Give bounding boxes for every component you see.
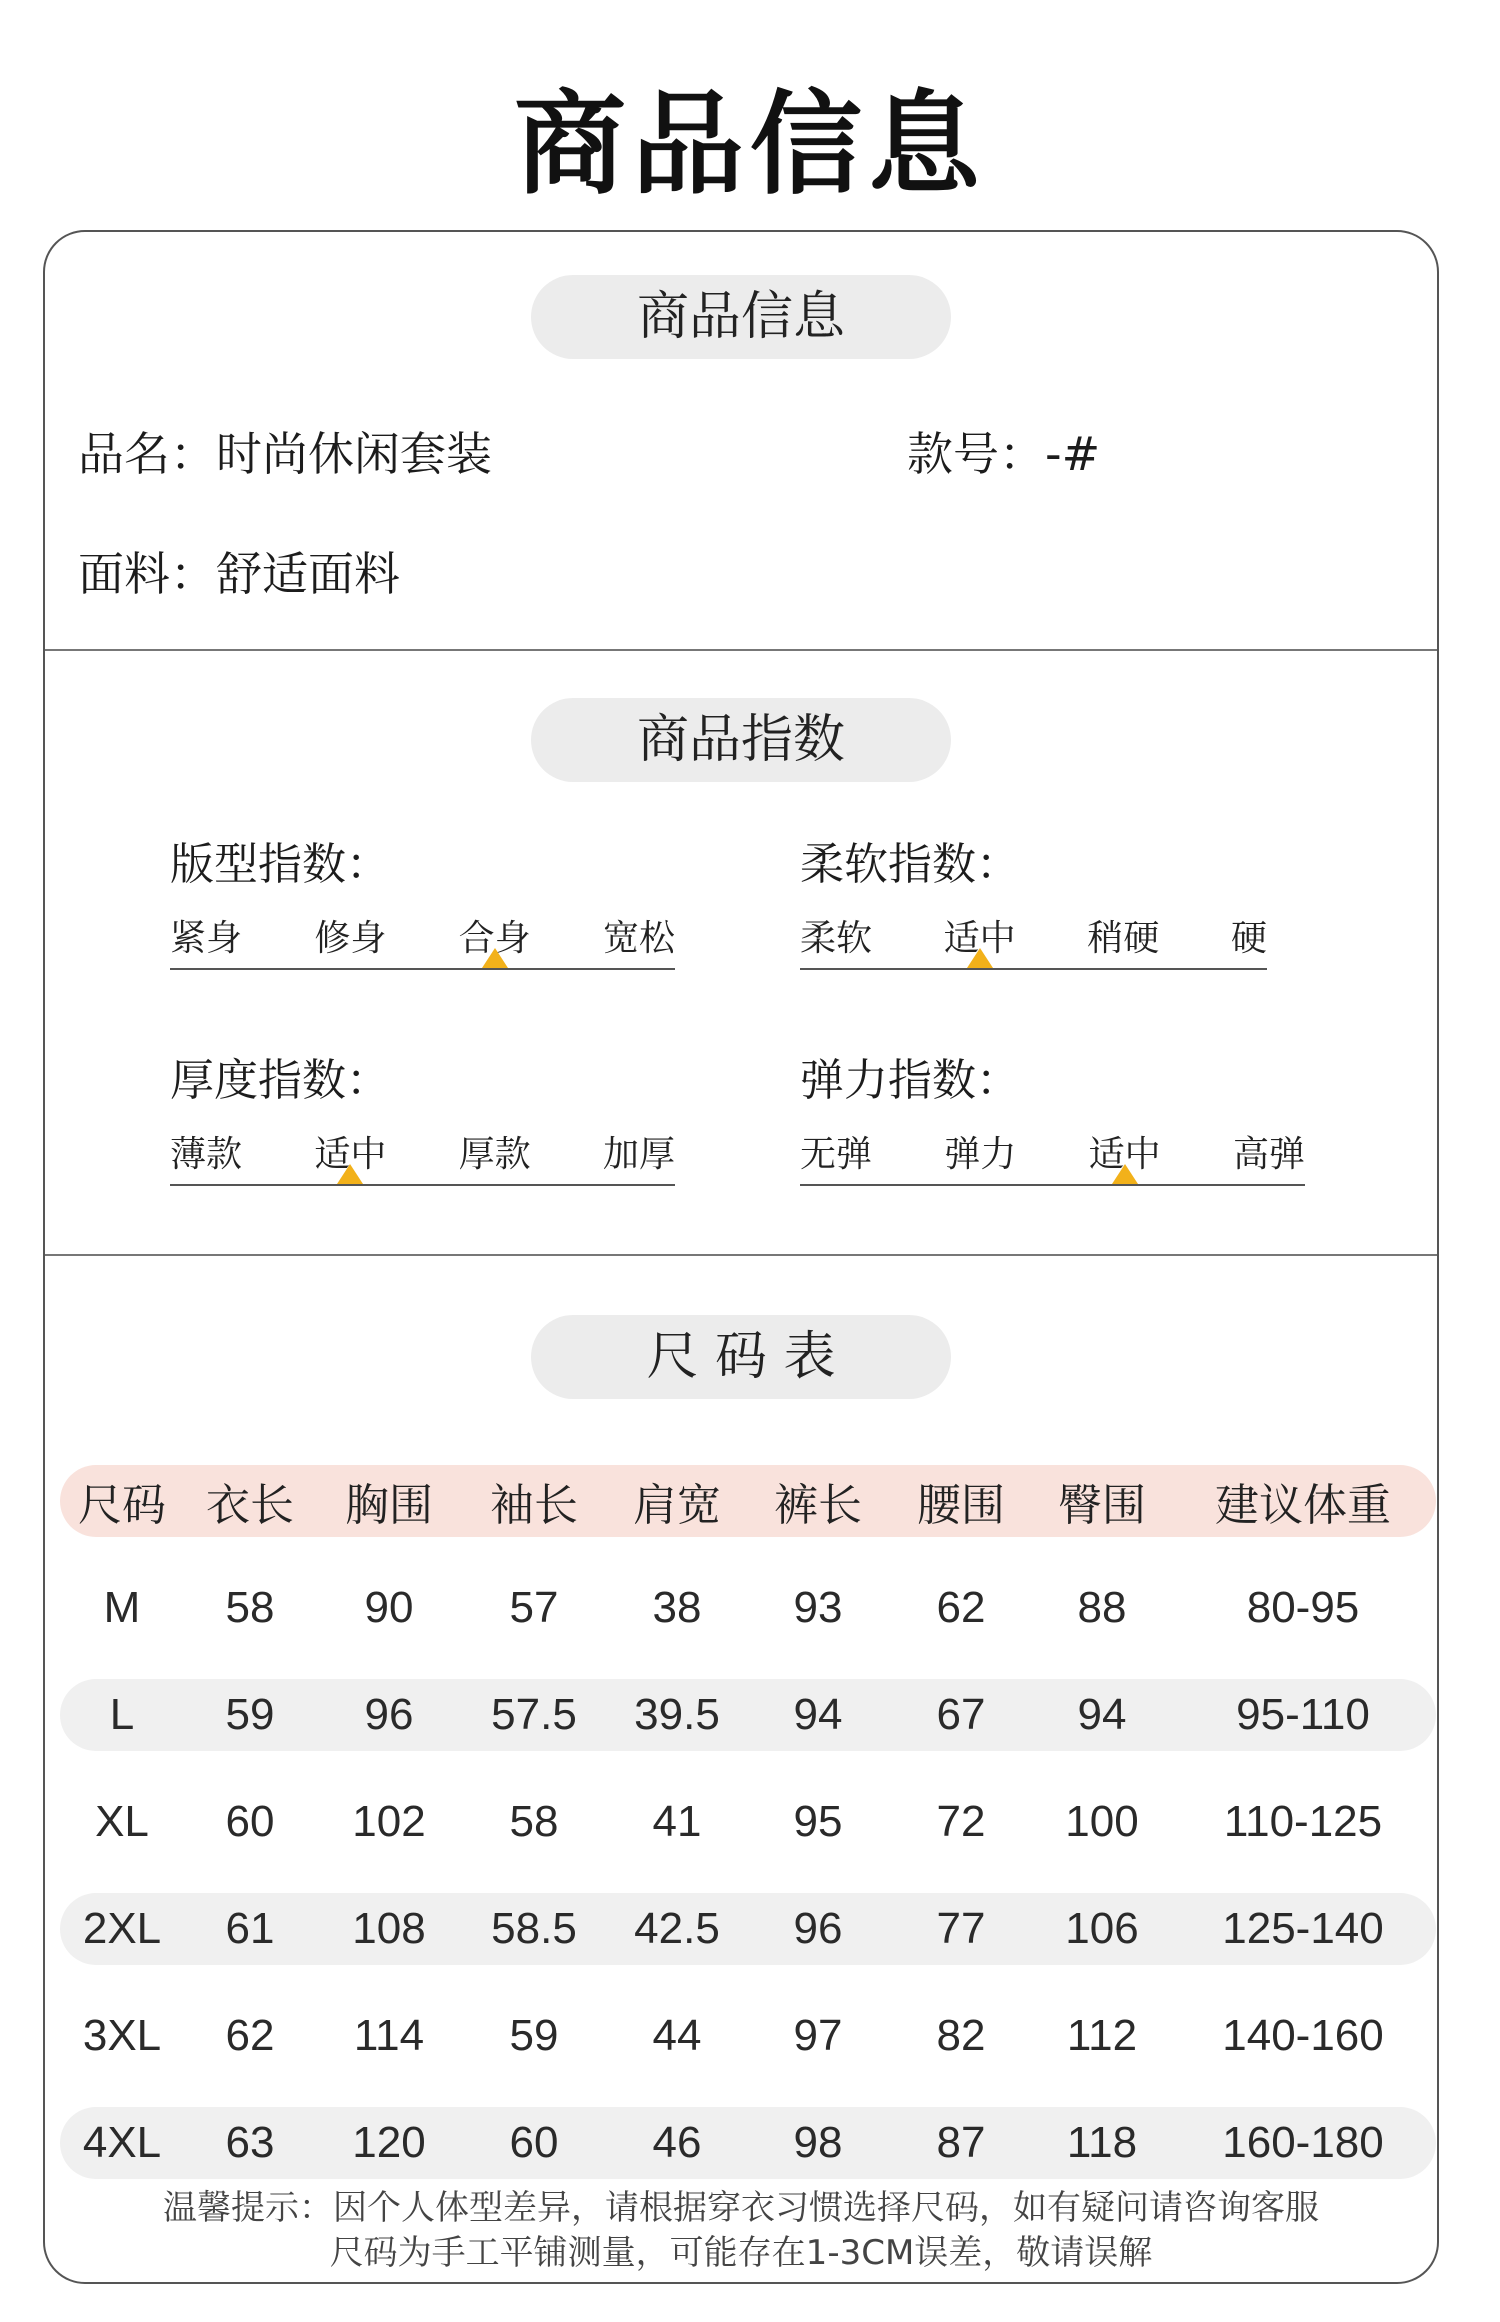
- scale-marker-icon: [967, 948, 993, 968]
- column-header: 尺码: [60, 1465, 184, 1537]
- scale-option: 高弹: [1232, 1134, 1305, 1175]
- measurement-cell: 106: [1034, 1893, 1170, 1965]
- measurement-cell: 125-140: [1170, 1893, 1436, 1965]
- scale-option: 修身: [314, 918, 387, 959]
- measurement-cell: 58: [509, 1797, 559, 1846]
- measurement-cell: 77: [888, 1893, 1034, 1965]
- scale-option: 适中: [1088, 1134, 1161, 1175]
- measurement-cell: 95-110: [1170, 1679, 1436, 1751]
- size-cell: 4XL: [60, 2107, 184, 2179]
- stretch-index-title: 弹力指数：: [800, 1055, 1020, 1106]
- measurement-cell: 63: [184, 2107, 316, 2179]
- measurement-cell: 58.5: [462, 1893, 606, 1965]
- notice-line-2: 尺码为手工平铺测量，可能存在1-3CM误差，敬请误解: [329, 2233, 1153, 2273]
- size-table-header-row: [60, 1465, 1436, 1537]
- scale-marker-icon: [482, 948, 508, 968]
- scale-option: 加厚: [602, 1134, 675, 1175]
- measurement-cell: 82: [936, 2011, 986, 2060]
- measurement-cell: 38: [652, 1583, 702, 1632]
- fit-index-title: 版型指数：: [170, 839, 390, 890]
- measurement-cell: 60: [462, 2107, 606, 2179]
- measurement-cell: 46: [606, 2107, 748, 2179]
- notice-line-1: 温馨提示：因个人体型差异，请根据穿衣习惯选择尺码，如有疑问请咨询客服: [163, 2188, 1319, 2228]
- measurement-cell: 118: [1034, 2107, 1170, 2179]
- column-header: 裤长: [748, 1465, 888, 1537]
- measurement-cell: 98: [748, 2107, 888, 2179]
- measurement-cell: 120: [316, 2107, 462, 2179]
- column-header: 腰围: [888, 1465, 1034, 1537]
- size-cell: XL: [95, 1797, 149, 1846]
- size-table-row: [60, 1572, 1436, 1644]
- scale-option: 厚款: [458, 1134, 531, 1175]
- scale-option: 合身: [458, 918, 531, 959]
- measurement-cell: 93: [793, 1583, 843, 1632]
- measurement-cell: 61: [184, 1893, 316, 1965]
- size-table-row: [60, 1786, 1436, 1858]
- product-name-value: 时尚休闲套装: [216, 427, 492, 481]
- measurement-cell: 57: [509, 1583, 559, 1632]
- scale-marker-icon: [337, 1164, 363, 1184]
- measurement-cell: 88: [1077, 1583, 1127, 1632]
- style-number-row: [907, 418, 1100, 484]
- measurement-cell: 112: [1066, 2011, 1138, 2060]
- scale-option: 适中: [943, 918, 1016, 959]
- size-table-row: [60, 1893, 1436, 1965]
- section-divider: [45, 1254, 1437, 1256]
- size-table-row: [60, 2107, 1436, 2179]
- measurement-cell: 94: [748, 1679, 888, 1751]
- measurement-cell: 102: [352, 1797, 426, 1846]
- fabric-value: 舒适面料: [216, 547, 400, 601]
- scale-option: 紧身: [170, 918, 243, 959]
- product-name-row: [78, 418, 492, 484]
- scale-line: [170, 1184, 675, 1186]
- size-cell: L: [60, 1679, 184, 1751]
- measurement-cell: 59: [184, 1679, 316, 1751]
- page-title: 商品信息: [514, 80, 986, 210]
- section-title-product-info: 商品信息: [531, 275, 951, 359]
- measurement-cell: 62: [225, 2011, 275, 2060]
- style-number-value: -#: [1045, 427, 1101, 481]
- column-header: 建议体重: [1170, 1465, 1436, 1537]
- measurement-cell: 72: [936, 1797, 986, 1846]
- section-divider: [45, 649, 1437, 651]
- measurement-cell: 62: [936, 1583, 986, 1632]
- measurement-cell: 67: [888, 1679, 1034, 1751]
- column-header: 袖长: [462, 1465, 606, 1537]
- measurement-cell: 140-160: [1222, 2011, 1384, 2060]
- measurement-cell: 42.5: [606, 1893, 748, 1965]
- column-header: 肩宽: [606, 1465, 748, 1537]
- measurement-cell: 39.5: [606, 1679, 748, 1751]
- measurement-cell: 114: [353, 2011, 425, 2060]
- softness-index-title: 柔软指数：: [800, 839, 1020, 890]
- measurement-cell: 97: [793, 2011, 843, 2060]
- scale-line: [800, 1184, 1305, 1186]
- scale-marker-icon: [1112, 1164, 1138, 1184]
- scale-option: 柔软: [800, 918, 873, 959]
- column-header: 臀围: [1034, 1465, 1170, 1537]
- scale-option: 无弹: [800, 1134, 873, 1175]
- measurement-cell: 110-125: [1223, 1797, 1383, 1846]
- scale-line: [170, 968, 675, 970]
- measurement-cell: 160-180: [1170, 2107, 1436, 2179]
- size-cell: M: [103, 1583, 141, 1632]
- size-cell: 3XL: [82, 2011, 162, 2060]
- measurement-cell: 44: [652, 2011, 702, 2060]
- scale-option: 稍硬: [1087, 918, 1160, 959]
- scale-option: 弹力: [944, 1134, 1017, 1175]
- measurement-cell: 41: [652, 1797, 702, 1846]
- product-name-label: 品名：: [78, 427, 216, 481]
- measurement-cell: 60: [225, 1797, 275, 1846]
- measurement-cell: 94: [1034, 1679, 1170, 1751]
- column-header: 衣长: [184, 1465, 316, 1537]
- measurement-cell: 108: [316, 1893, 462, 1965]
- thickness-index-title: 厚度指数：: [170, 1055, 390, 1106]
- fabric-label: 面料：: [78, 547, 216, 601]
- scale-option: 硬: [1230, 918, 1267, 959]
- scale-option: 宽松: [602, 918, 675, 959]
- measurement-cell: 100: [1065, 1797, 1139, 1846]
- measurement-cell: 87: [888, 2107, 1034, 2179]
- size-table-row: [60, 2000, 1436, 2072]
- section-title-size-chart: 尺 码 表: [531, 1315, 951, 1399]
- scale-option: 薄款: [170, 1134, 243, 1175]
- size-table: [60, 1430, 1436, 2214]
- size-cell: 2XL: [60, 1893, 184, 1965]
- measurement-cell: 57.5: [462, 1679, 606, 1751]
- column-header: 胸围: [316, 1465, 462, 1537]
- size-table-row: [60, 1679, 1436, 1751]
- measurement-cell: 96: [748, 1893, 888, 1965]
- measurement-cell: 80-95: [1246, 1583, 1360, 1632]
- section-title-index: 商品指数: [531, 698, 951, 782]
- measurement-cell: 59: [509, 2011, 559, 2060]
- measurement-cell: 90: [364, 1583, 414, 1632]
- measurement-cell: 96: [316, 1679, 462, 1751]
- measurement-cell: 58: [225, 1583, 275, 1632]
- scale-line: [800, 968, 1267, 970]
- fabric-row: [78, 538, 400, 604]
- style-number-label: 款号：: [907, 427, 1045, 481]
- measurement-cell: 95: [793, 1797, 843, 1846]
- scale-option: 适中: [314, 1134, 387, 1175]
